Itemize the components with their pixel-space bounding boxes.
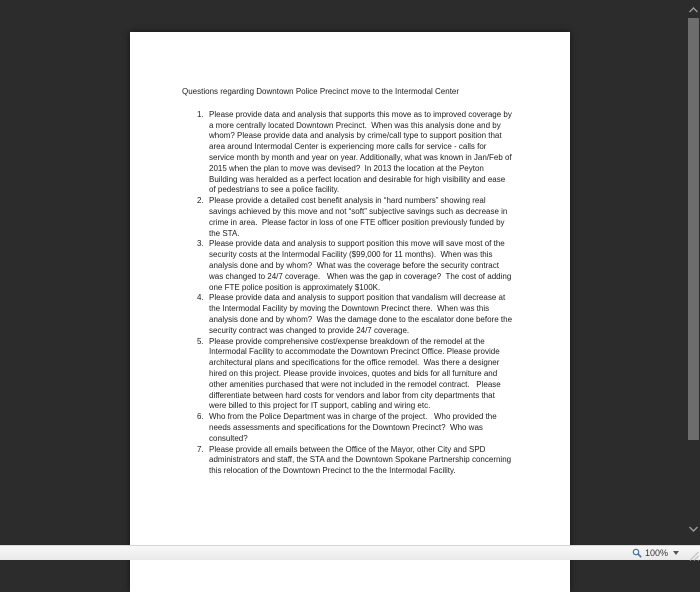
question-number: 7. (197, 444, 204, 454)
zoom-control[interactable] (632, 546, 679, 560)
document-page (130, 32, 570, 592)
status-bar (0, 545, 700, 560)
chevron-up-icon (689, 0, 698, 18)
list-item (182, 293, 515, 336)
document-title: Questions regarding Downtown Police Precinct move to the Intermodal Center (182, 87, 460, 96)
chevron-down-icon (689, 519, 698, 537)
question-number: 3. (197, 239, 204, 249)
question-text: Please provide a detailed cost benefit analysis in “hard numbers” showing real savings achieved by this move and not “soft” subjective savings such as decrease in crime in area. Please factor in loss of one FTE officer position previously funded by the STA. (209, 196, 510, 238)
question-number: 5. (197, 336, 204, 346)
question-text: Please provide data and analysis that supports this move as to improved coverage by a more centrally located Downtown Precinct. When was this analysis done and by whom? Please provide data and analysis by crime/call type to support position that area around Intermodal Center is experiencing more calls for service - calls for service month by month and year on year. Additionally, what was known in Jan/Feb of 2015 when the plan to move was devised? In 2013 the location at the Peyton Building was heralded as a perfect location and desirable for high visibility and ease of pedestrians to see a police facility. (209, 109, 515, 195)
list-item (182, 412, 515, 444)
question-number: 2. (197, 196, 204, 206)
scroll-up-button[interactable] (687, 2, 700, 16)
scrollbar-thumb[interactable] (688, 18, 699, 440)
zoom-level: 100% (644, 548, 668, 558)
chevron-down-icon (673, 551, 679, 555)
resize-grip-icon[interactable] (688, 548, 699, 559)
list-item (182, 445, 515, 477)
question-text: Please provide data and analysis to support position that vandalism will decrease at the Intermodal Facility by moving the Downtown Precinct there. When was this analysis done and by whom? Was the damage done to the escalator done before the security contract was changed to provide 24/7 coverage. (209, 293, 515, 335)
list-item (182, 110, 515, 196)
list-item (182, 196, 515, 239)
question-text: Please provide data and analysis to support position this move will save most of the security costs at the Intermodal Facility ($99,000 for 11 months). When was this analysis done and by whom? What was the coverage before the security contract was changed to 24/7 coverage. When was the gap in coverage? The cost of adding one FTE police position is approximately $100K. (209, 239, 514, 292)
question-number: 1. (197, 109, 204, 119)
question-text: Please provide all emails between the Office of the Mayor, other City and SPD administrators and staff, the STA and the Downtown Spokane Partnership concerning this relocation of the Downtown Precinct to the the Intermodal Facility. (209, 444, 514, 476)
list-item (182, 239, 515, 293)
vertical-scrollbar[interactable] (687, 0, 700, 545)
question-text: Who from the Police Department was in charge of the project. Who provided the needs assessments and specifications for the Downtown Precinct? Who was consulted? (209, 412, 499, 443)
question-number: 4. (197, 293, 204, 303)
question-text: Please provide comprehensive cost/expense breakdown of the remodel at the Intermodal Facility to accommodate the Downtown Precinct Office. Please provide architectural plans and specifications for the office remodel. Was there a designer hired on this project. Please provide invoices, quotes and bids for all furniture and other amenities purchased that were not included in the remodel contract. Please differentiate between hard costs for vendors and labor from city departments that were billed to this project for IT support, cabling and wiring etc. (209, 336, 503, 411)
magnifier-icon (632, 548, 642, 558)
question-list (182, 110, 515, 477)
question-number: 6. (197, 412, 204, 422)
list-item (182, 337, 515, 413)
scroll-down-button[interactable] (687, 521, 700, 535)
